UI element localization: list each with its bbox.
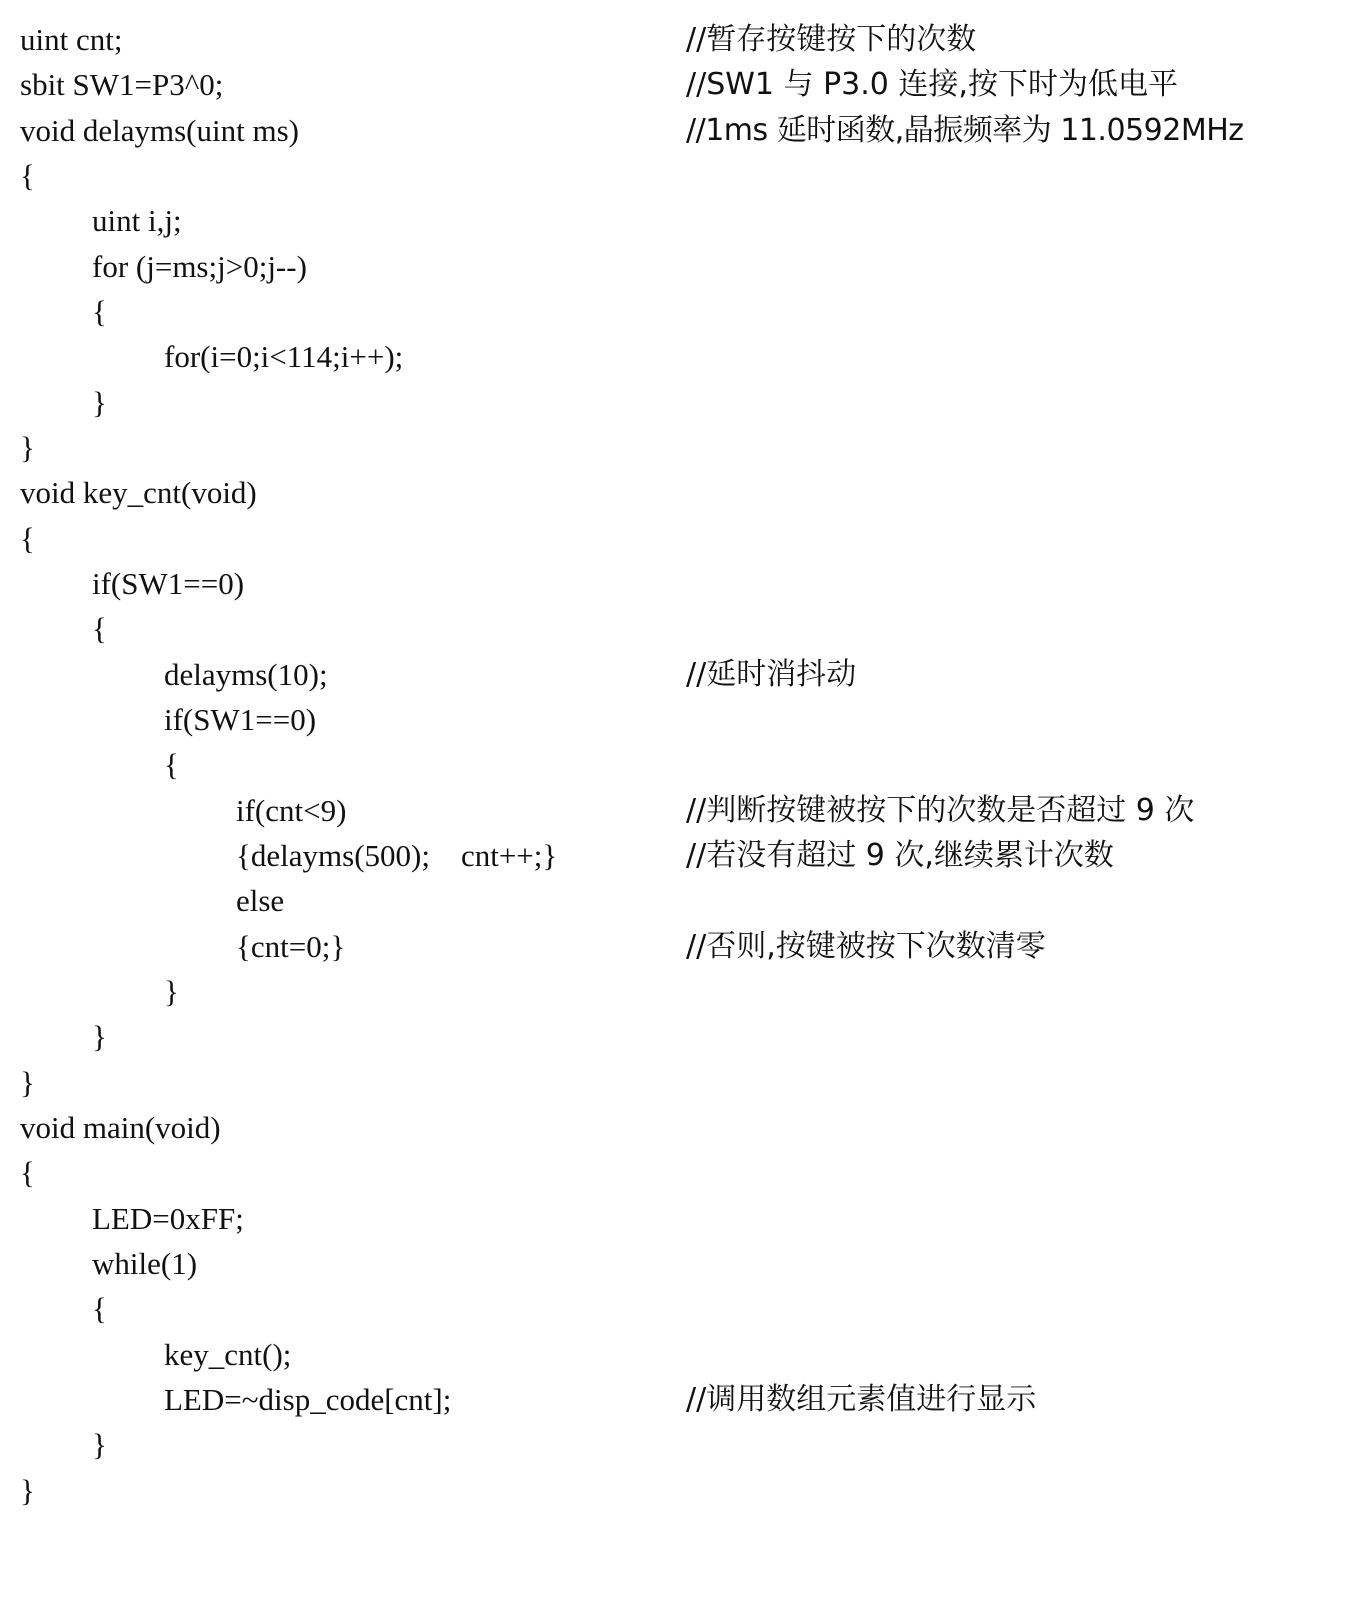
- code-line: [0, 1332, 1349, 1377]
- code-comment: //暂存按键按下的次数: [686, 22, 977, 57]
- code-line: [0, 1105, 1349, 1150]
- code-comment: //延时消抖动: [686, 657, 857, 692]
- code-text: if(SW1==0): [92, 566, 245, 601]
- code-text: {: [164, 747, 179, 782]
- code-text: while(1): [92, 1246, 198, 1281]
- code-text: LED=~disp_code[cnt];: [164, 1382, 452, 1417]
- code-line: [0, 1060, 1349, 1105]
- code-line: [0, 108, 1349, 153]
- code-line: [0, 1196, 1349, 1241]
- code-comment: //若没有超过 9 次,继续累计次数: [686, 838, 1114, 873]
- code-text: {: [20, 521, 35, 556]
- code-line: [0, 1468, 1349, 1513]
- code-text: {: [20, 158, 35, 193]
- code-line: [0, 924, 1349, 969]
- code-line: [0, 153, 1349, 198]
- code-comment: //调用数组元素值进行显示: [686, 1382, 1037, 1417]
- code-text: key_cnt();: [164, 1337, 292, 1372]
- code-line: [0, 17, 1349, 62]
- code-line: [0, 516, 1349, 561]
- code-line: [0, 833, 1349, 878]
- code-text: void main(void): [20, 1110, 221, 1145]
- code-text: void key_cnt(void): [20, 475, 257, 510]
- code-line: [0, 788, 1349, 833]
- code-line: [0, 652, 1349, 697]
- code-text: if(SW1==0): [164, 702, 317, 737]
- code-text: }: [164, 974, 179, 1009]
- code-text: sbit SW1=P3^0;: [20, 67, 224, 102]
- code-line: [0, 561, 1349, 606]
- code-text: LED=0xFF;: [92, 1201, 244, 1236]
- code-line: [0, 606, 1349, 651]
- code-line: [0, 1377, 1349, 1422]
- code-line: [0, 697, 1349, 742]
- code-text: uint cnt;: [20, 22, 123, 57]
- code-line: [0, 1150, 1349, 1195]
- code-line: [0, 62, 1349, 107]
- code-line: [0, 1241, 1349, 1286]
- code-text: {: [92, 294, 107, 329]
- code-text: }: [92, 1427, 107, 1462]
- code-text: else: [236, 883, 285, 918]
- code-line: [0, 878, 1349, 923]
- code-line: [0, 244, 1349, 289]
- code-text: for(i=0;i<114;i++);: [164, 339, 404, 374]
- code-line: [0, 425, 1349, 470]
- code-line: [0, 198, 1349, 243]
- code-text: {cnt=0;}: [236, 929, 346, 964]
- code-text: {: [20, 1155, 35, 1190]
- code-text: {delayms(500); cnt++;}: [236, 838, 558, 873]
- code-line: [0, 1422, 1349, 1467]
- code-line: [0, 334, 1349, 379]
- code-text: uint i,j;: [92, 203, 182, 238]
- code-line: [0, 289, 1349, 334]
- code-text: }: [20, 430, 35, 465]
- code-text: }: [20, 1065, 35, 1100]
- code-comment: //1ms 延时函数,晶振频率为 11.0592MHz: [686, 113, 1244, 148]
- code-text: }: [92, 385, 107, 420]
- code-text: {: [92, 611, 107, 646]
- code-line: [0, 380, 1349, 425]
- code-text: delayms(10);: [164, 657, 328, 692]
- code-line: [0, 470, 1349, 515]
- code-text: }: [92, 1019, 107, 1054]
- code-line: [0, 742, 1349, 787]
- code-text: {: [92, 1291, 107, 1326]
- code-line: [0, 1014, 1349, 1059]
- code-text: void delayms(uint ms): [20, 113, 299, 148]
- code-text: for (j=ms;j>0;j--): [92, 249, 307, 284]
- code-line: [0, 969, 1349, 1014]
- code-line: [0, 1286, 1349, 1331]
- code-text: }: [20, 1473, 35, 1508]
- code-comment: //判断按键被按下的次数是否超过 9 次: [686, 793, 1195, 828]
- code-comment: //否则,按键被按下次数清零: [686, 929, 1046, 964]
- code-text: if(cnt<9): [236, 793, 347, 828]
- code-comment: //SW1 与 P3.0 连接,按下时为低电平: [686, 67, 1178, 102]
